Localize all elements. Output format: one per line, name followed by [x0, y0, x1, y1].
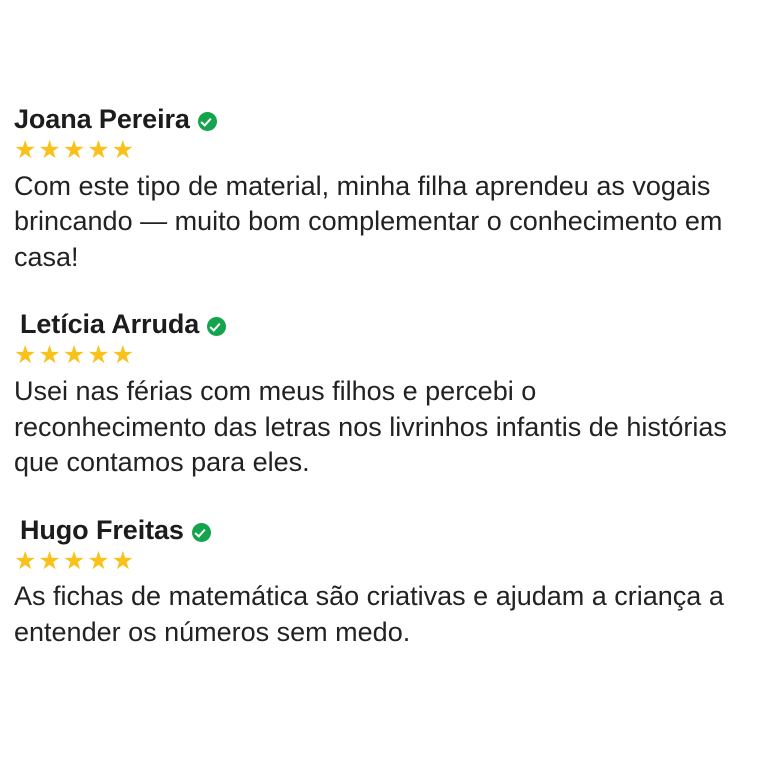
review-item: [14, 104, 754, 275]
verified-check-icon: [192, 523, 211, 542]
review-header: [14, 515, 754, 546]
reviewer-name: Letícia Arruda: [20, 309, 200, 340]
review-text: Com este tipo de material, minha filha aprendeu as vogais brincando — muito bom complementar o conhecimento em casa!: [14, 170, 723, 272]
review-header: [14, 104, 754, 135]
review-header: [14, 309, 754, 340]
star-rating: ★★★★★: [14, 546, 137, 575]
star-rating: ★★★★★: [14, 136, 137, 165]
review-item: [14, 309, 754, 480]
review-text: Usei nas férias com meus filhos e percebi o reconhecimento das letras nos livrinhos infantis de histórias que contamos para eles.: [14, 375, 727, 478]
verified-check-icon: [198, 112, 217, 131]
star-rating: ★★★★★: [14, 341, 137, 370]
review-item: [14, 515, 754, 651]
review-text: As fichas de matemática são criativas e ajudam a criança a entender os números sem medo.: [14, 581, 724, 648]
reviewer-name: Hugo Freitas: [20, 514, 184, 545]
verified-check-icon: [207, 317, 226, 336]
reviewer-name: Joana Pereira: [14, 104, 190, 134]
